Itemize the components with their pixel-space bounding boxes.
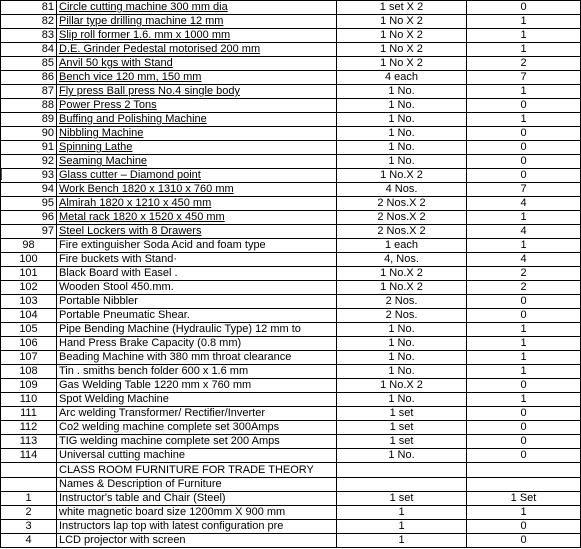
available-stock-cell[interactable]: 1 [467,393,581,407]
available-stock-cell[interactable]: 2 [467,281,581,295]
table-row [1,71,581,85]
available-stock-cell[interactable]: 1 [467,506,581,520]
table-row [1,393,581,407]
row-number-cell[interactable]: 101 [1,267,57,281]
required-quantity-cell[interactable]: 1 [337,506,467,520]
available-stock-cell[interactable]: 0 [467,99,581,113]
row-number-cell[interactable]: 112 [1,421,57,435]
required-quantity-cell[interactable]: 1 No. [337,449,467,463]
required-quantity-cell[interactable]: 1 No.X 2 [337,379,467,393]
table-row [1,15,581,29]
table-row [1,435,581,449]
required-quantity-cell[interactable]: 1 No. [337,351,467,365]
table-row [1,379,581,393]
item-description-cell[interactable]: Universal cutting machine [57,449,337,463]
item-description-cell[interactable]: Black Board with Easel . [57,267,337,281]
required-quantity-cell[interactable]: 1 No. [337,337,467,351]
row-number-cell[interactable]: 114 [1,449,57,463]
table-row [1,99,581,113]
row-number-cell[interactable]: 88 [1,99,57,113]
available-stock-cell[interactable]: 0 [467,379,581,393]
item-description-cell[interactable]: Circle cutting machine 300 mm dia [57,1,337,15]
available-stock-cell[interactable]: 0 [467,534,581,548]
required-quantity-cell[interactable]: 1 No X 2 [337,15,467,29]
required-quantity-cell[interactable]: 2 Nos. [337,309,467,323]
item-description-cell[interactable]: Pillar type drilling machine 12 mm [57,15,337,29]
required-quantity-cell[interactable]: 1 set [337,421,467,435]
item-description-cell[interactable]: Bench vice 120 mm, 150 mm [57,71,337,85]
available-stock-cell[interactable]: 0 [467,141,581,155]
available-stock-cell[interactable]: 1 [467,113,581,127]
item-description-cell[interactable]: Arc welding Transformer/ Rectifier/Inverter [57,407,337,421]
row-number-cell[interactable]: 3 [1,520,57,534]
available-stock-cell[interactable]: 4 [467,225,581,239]
required-quantity-cell[interactable]: 4 each [337,71,467,85]
available-stock-cell[interactable]: 0 [467,309,581,323]
required-quantity-cell[interactable]: 4, Nos. [337,253,467,267]
row-number-cell[interactable]: 94 [1,183,57,197]
item-description-cell[interactable]: Power Press 2 Tons [57,99,337,113]
item-description-cell[interactable]: Buffing and Polishing Machine [57,113,337,127]
available-stock-cell[interactable]: 0 [467,435,581,449]
row-number-cell[interactable]: 98 [1,239,57,253]
table-row [1,492,581,506]
required-quantity-cell[interactable]: 1 No. [337,127,467,141]
item-description-cell[interactable]: Instructor's table and Chair (Steel) [57,492,337,506]
table-row [1,43,581,57]
item-description-cell[interactable]: Slip roll former 1.6. mm x 1000 mm [57,29,337,43]
section-title[interactable]: CLASS ROOM FURNITURE FOR TRADE THEORY [57,463,337,478]
item-description-cell[interactable]: D.E. Grinder Pedestal motorised 200 mm [57,43,337,57]
required-quantity-cell[interactable]: 1 set [337,407,467,421]
available-stock-cell[interactable]: 1 [467,365,581,379]
item-description-cell[interactable]: Fly press Ball press No.4 single body [57,85,337,99]
item-description-cell[interactable]: Fire buckets with Stand· [57,253,337,267]
required-quantity-cell[interactable]: 1 [337,534,467,548]
row-number-cell[interactable]: 111 [1,407,57,421]
required-quantity-cell[interactable]: 4 Nos. [337,183,467,197]
cell-empty[interactable] [337,478,467,492]
item-description-cell[interactable]: TIG welding machine complete set 200 Amps [57,435,337,449]
row-number-cell[interactable]: 96 [1,211,57,225]
available-stock-cell[interactable]: 1 Set [467,492,581,506]
required-quantity-cell[interactable]: 1 set [337,435,467,449]
item-description-cell[interactable]: Pipe Bending Machine (Hydraulic Type) 12 mm to [57,323,337,337]
cell-empty[interactable] [337,463,467,478]
row-number-cell[interactable]: 110 [1,393,57,407]
row-number-cell[interactable]: 108 [1,365,57,379]
item-description-cell[interactable]: Metal rack 1820 x 1520 x 450 mm [57,211,337,225]
row-number-cell[interactable]: 107 [1,351,57,365]
row-number-cell[interactable]: 106 [1,337,57,351]
item-description-cell[interactable]: Work Bench 1820 x 1310 x 760 mm [57,183,337,197]
row-number-cell[interactable]: 82 [1,15,57,29]
row-number-cell[interactable]: 104 [1,309,57,323]
item-description-cell[interactable]: Portable Pneumatic Shear. [57,309,337,323]
item-description-cell[interactable]: Beading Machine with 380 mm throat clearance [57,351,337,365]
required-quantity-cell[interactable]: 1 No. [337,365,467,379]
row-number-cell[interactable]: 97 [1,225,57,239]
table-row [1,113,581,127]
item-description-cell[interactable]: Glass cutter – Diamond point [57,169,337,183]
table-row [1,337,581,351]
row-number-cell[interactable]: 2 [1,506,57,520]
item-description-cell[interactable]: Seaming Machine [57,155,337,169]
table-row [1,127,581,141]
available-stock-cell[interactable]: 0 [467,127,581,141]
available-stock-cell[interactable]: 7 [467,183,581,197]
required-quantity-cell[interactable]: 2 Nos. [337,295,467,309]
table-row [1,29,581,43]
furniture-section [1,463,581,548]
required-quantity-cell[interactable]: 1 No. [337,85,467,99]
item-description-cell[interactable]: Steel Lockers with 8 Drawers [57,225,337,239]
table-row [1,449,581,463]
table-row [1,365,581,379]
item-description-cell[interactable]: Wooden Stool 450.mm. [57,281,337,295]
table-row [1,520,581,534]
available-stock-cell[interactable]: 1 [467,85,581,99]
row-number-cell[interactable]: 90 [1,127,57,141]
table-row [1,281,581,295]
cell-empty[interactable] [1,478,57,492]
row-number-cell[interactable]: 100 [1,253,57,267]
available-stock-cell[interactable]: 0 [467,449,581,463]
item-description-cell[interactable]: Almirah 1820 x 1210 x 450 mm [57,197,337,211]
required-quantity-cell[interactable]: 1 No.X 2 [337,281,467,295]
row-number-cell[interactable]: 4 [1,534,57,548]
required-quantity-cell[interactable]: 2 Nos.X 2 [337,211,467,225]
row-number-cell[interactable]: 81 [1,1,57,15]
available-stock-cell[interactable]: 1 [467,337,581,351]
table-row [1,183,581,197]
required-quantity-cell[interactable]: 1 No. [337,113,467,127]
item-description-cell[interactable]: Fire extinguisher Soda Acid and foam type [57,239,337,253]
row-number-cell[interactable]: 87 [1,85,57,99]
row-number-cell[interactable]: 89 [1,113,57,127]
required-quantity-cell[interactable]: 1 [337,520,467,534]
row-number-cell[interactable]: 85 [1,57,57,71]
row-number-cell[interactable]: 83 [1,29,57,43]
table-row [1,57,581,71]
row-number-cell[interactable]: 91 [1,141,57,155]
required-quantity-cell[interactable]: 1 No.X 2 [337,267,467,281]
section-subtitle[interactable]: Names & Description of Furniture [57,478,337,492]
item-description-cell[interactable]: Instructors lap top with latest configuration pre [57,520,337,534]
available-stock-cell[interactable]: 4 [467,197,581,211]
table-row [1,141,581,155]
required-quantity-cell[interactable]: 1 No.X 2 [337,169,467,183]
row-number-cell[interactable]: 95 [1,197,57,211]
cell-empty[interactable] [467,478,581,492]
required-quantity-cell[interactable]: 1 No X 2 [337,29,467,43]
available-stock-cell[interactable]: 2 [467,57,581,71]
item-description-cell[interactable]: LCD projector with screen [57,534,337,548]
available-stock-cell[interactable]: 0 [467,407,581,421]
required-quantity-cell[interactable]: 2 Nos.X 2 [337,225,467,239]
section-subtitle-row [1,478,581,492]
row-number-cell[interactable]: 103 [1,295,57,309]
table-row [1,253,581,267]
item-description-cell[interactable]: Portable Nibbler [57,295,337,309]
item-description-cell[interactable]: Tin . smiths bench folder 600 x 1.6 mm [57,365,337,379]
row-number-cell[interactable]: 86 [1,71,57,85]
available-stock-cell[interactable]: 0 [467,520,581,534]
required-quantity-cell[interactable]: 1 set [337,492,467,506]
table-row [1,85,581,99]
available-stock-cell[interactable]: 0 [467,155,581,169]
table-row [1,239,581,253]
available-stock-cell[interactable]: 2 [467,267,581,281]
row-number-cell[interactable]: 102 [1,281,57,295]
table-row [1,197,581,211]
available-stock-cell[interactable]: 0 [467,169,581,183]
item-description-cell[interactable]: Nibbling Machine [57,127,337,141]
cell-empty[interactable] [1,463,57,478]
cell-empty[interactable] [467,463,581,478]
item-description-cell[interactable]: Hand Press Brake Capacity (0.8 mm) [57,337,337,351]
table-row [1,225,581,239]
item-description-cell[interactable]: Gas Welding Table 1220 mm x 760 mm [57,379,337,393]
table-row [1,211,581,225]
row-number-cell[interactable]: 105 [1,323,57,337]
available-stock-cell[interactable]: 0 [467,295,581,309]
table-row [1,323,581,337]
required-quantity-cell[interactable]: 1 No. [337,99,467,113]
item-description-cell[interactable]: Spinning Lathe [57,141,337,155]
row-number-cell[interactable]: 93 [1,169,57,183]
required-quantity-cell[interactable]: 1 No. [337,393,467,407]
required-quantity-cell[interactable]: 1 No X 2 [337,43,467,57]
item-description-cell[interactable]: Spot Welding Machine [57,393,337,407]
available-stock-cell[interactable]: 1 [467,351,581,365]
available-stock-cell[interactable]: 1 [467,43,581,57]
equipment-rows [1,1,581,463]
table-row [1,534,581,548]
row-number-cell[interactable]: 84 [1,43,57,57]
item-description-cell[interactable]: white magnetic board size 1200mm X 900 mm [57,506,337,520]
table-row [1,295,581,309]
table-row [1,155,581,169]
row-number-cell[interactable]: 92 [1,155,57,169]
table-row [1,506,581,520]
available-stock-cell[interactable]: 1 [467,29,581,43]
available-stock-cell[interactable]: 1 [467,15,581,29]
required-quantity-cell[interactable]: 2 Nos.X 2 [337,197,467,211]
table-row [1,267,581,281]
table-row [1,1,581,15]
available-stock-cell[interactable]: 1 [467,211,581,225]
table-row [1,351,581,365]
table-row [1,407,581,421]
available-stock-cell[interactable]: 7 [467,71,581,85]
required-quantity-cell[interactable]: 1 No. [337,155,467,169]
row-number-cell[interactable]: 113 [1,435,57,449]
table-row [1,421,581,435]
item-description-cell[interactable]: Anvil 50 kgs with Stand [57,57,337,71]
row-number-cell[interactable]: 1 [1,492,57,506]
required-quantity-cell[interactable]: 1 each [337,239,467,253]
table-row [1,169,581,183]
required-quantity-cell[interactable]: 1 No X 2 [337,57,467,71]
row-number-cell[interactable]: 109 [1,379,57,393]
required-quantity-cell[interactable]: 1 No. [337,323,467,337]
available-stock-cell[interactable]: 1 [467,323,581,337]
available-stock-cell[interactable]: 0 [467,1,581,15]
required-quantity-cell[interactable]: 1 set X 2 [337,1,467,15]
table-row [1,309,581,323]
required-quantity-cell[interactable]: 1 No. [337,141,467,155]
item-description-cell[interactable]: Co2 welding machine complete set 300Amps [57,421,337,435]
available-stock-cell[interactable]: 4 [467,253,581,267]
available-stock-cell[interactable]: 0 [467,421,581,435]
section-title-row [1,463,581,478]
available-stock-cell[interactable]: 1 [467,239,581,253]
